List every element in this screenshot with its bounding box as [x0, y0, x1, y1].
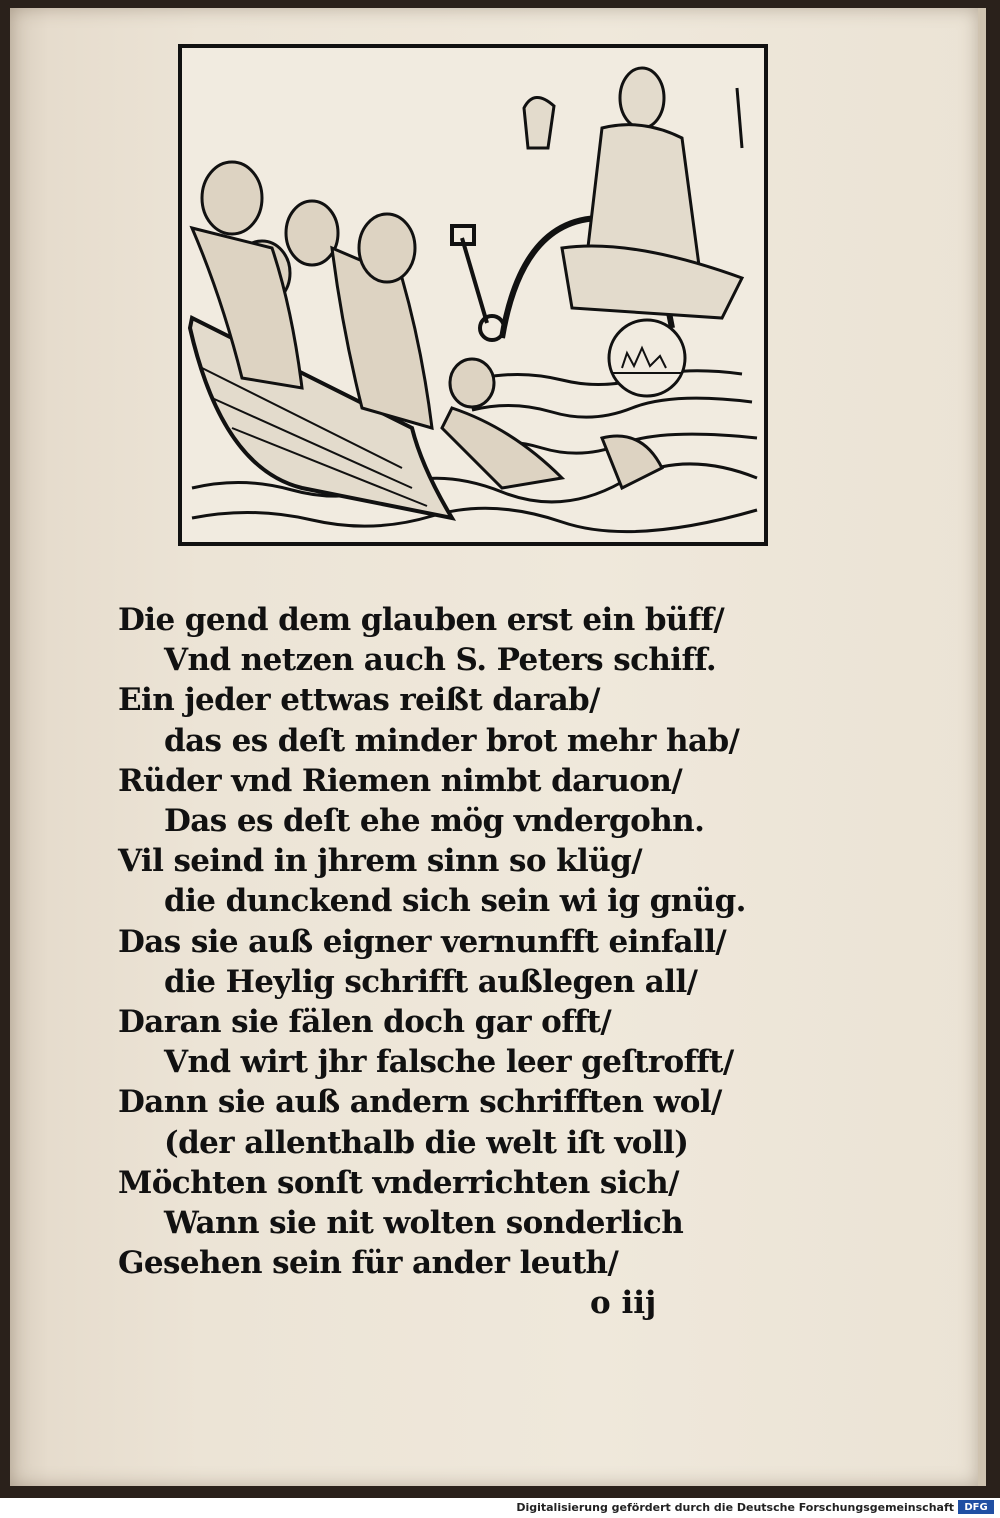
poem-line: die Heylig schrifft außlegen all/ [164, 963, 698, 1000]
poem-line: Möchten sonſt vnderrichten sich/ [118, 1164, 679, 1201]
poem-line: Vil seind in jhrem sinn so klüg/ [118, 843, 642, 880]
poem-line: Daran sie fälen doch gar offt/ [118, 1004, 612, 1041]
poem-line: Rüder vnd Riemen nimbt daruon/ [118, 762, 683, 799]
poem-line: (der allenthalb die welt iſt voll) [164, 1124, 689, 1161]
poem-text [118, 600, 758, 1283]
poem-line: die dunckend sich sein wi ig gnüg. [164, 883, 746, 920]
woodcut-illustration [178, 44, 768, 546]
poem-line: das es deſt minder brot mehr hab/ [164, 722, 740, 759]
poem-line: Vnd netzen auch S. Peters schiff. [164, 642, 717, 679]
poem-line: Das sie auß eigner vernunfft einfall/ [118, 923, 727, 960]
dfg-logo[interactable]: DFG [958, 1500, 994, 1514]
poem-line: Vnd wirt jhr falsche leer geſtrofft/ [164, 1044, 734, 1081]
digitization-footer [0, 1498, 1000, 1518]
poem-line: Das es deſt ehe mög vndergohn. [164, 803, 705, 840]
poem-line: Die gend dem glauben erst ein büff/ [118, 602, 725, 638]
poem-line: Gesehen sein für ander leuth/ [118, 1245, 619, 1282]
page-edge [978, 8, 986, 1486]
signature-mark: o iij [590, 1285, 657, 1321]
footer-credit: Digitalisierung gefördert durch die Deutsche Forschungsgemeinschaft [516, 1501, 954, 1514]
poem-line: Ein jeder ettwas reißt darab/ [118, 682, 600, 719]
poem-line: Wann sie nit wolten sonderlich [164, 1205, 684, 1242]
poem-line: Dann sie auß andern schrifften wol/ [118, 1084, 722, 1121]
